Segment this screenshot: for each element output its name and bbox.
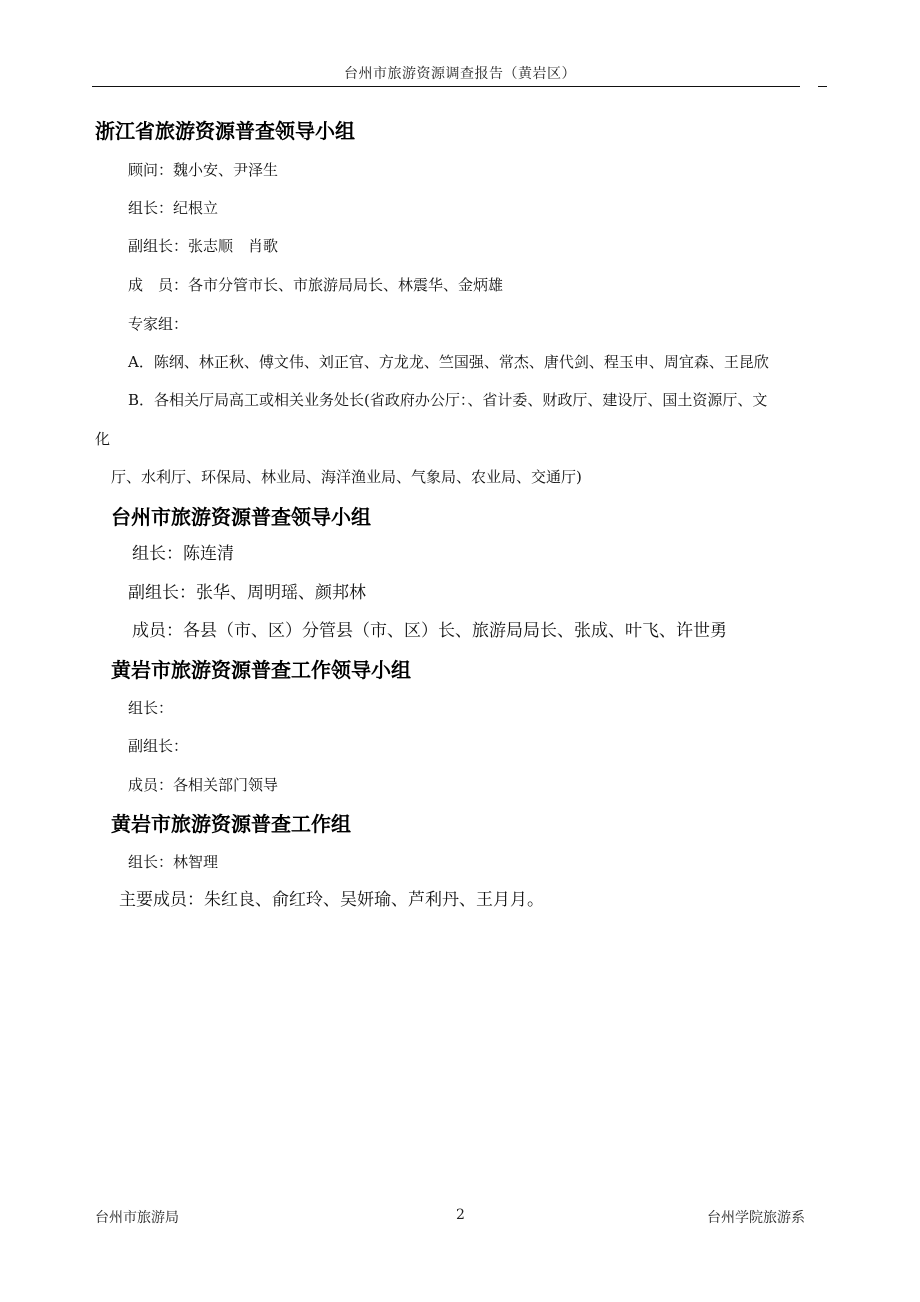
section-heading-zhejiang: 浙江省旅游资源普查领导小组: [95, 119, 355, 143]
page-header-title: 台州市旅游资源调查报告（黄岩区）: [344, 66, 576, 82]
zhejiang-expert-list-b-wrap: 化: [95, 430, 111, 448]
zhejiang-deputy-leader: 副组长：张志顺 肖歌: [128, 237, 279, 255]
taizhou-deputy-leader: 副组长：张华、周明瑶、颜邦林: [128, 583, 366, 603]
footer-page-number: 2: [456, 1207, 465, 1223]
zhejiang-expert-list-b-continued: 厅、水利厅、环保局、林业局、海洋渔业局、气象局、农业局、交通厅): [111, 468, 582, 486]
huangyan-working-members: 主要成员：朱红良、俞红玲、吴妍瑜、芦利丹、王月月。: [119, 890, 544, 910]
section-heading-huangyan-working: 黄岩市旅游资源普查工作组: [111, 812, 351, 836]
section-heading-taizhou: 台州市旅游资源普查领导小组: [111, 505, 371, 529]
zhejiang-advisors: 顾问：魏小安、尹泽生: [128, 161, 279, 179]
footer-left: 台州市旅游局: [95, 1210, 179, 1226]
huangyan-leading-deputy-leader: 副组长：: [128, 737, 189, 755]
zhejiang-expert-list-a: A．陈纲、林正秋、傅文伟、刘正官、方龙龙、竺国强、常杰、唐代剑、程玉申、周宜森、王昆欣: [128, 353, 769, 371]
zhejiang-expert-group-label: 专家组：: [128, 315, 189, 333]
header-rule: [92, 86, 800, 87]
taizhou-members: 成员：各县（市、区）分管县（市、区）长、旅游局局长、张成、叶飞、许世勇: [132, 621, 727, 641]
huangyan-leading-leader: 组长：: [128, 699, 174, 717]
section-heading-huangyan-leading: 黄岩市旅游资源普查工作领导小组: [111, 658, 411, 682]
zhejiang-members: 成 员：各市分管市长、市旅游局局长、林震华、金炳雄: [128, 276, 504, 294]
footer-right: 台州学院旅游系: [707, 1210, 805, 1226]
taizhou-leader: 组长：陈连清: [132, 544, 234, 564]
header-dash: [818, 86, 827, 87]
huangyan-leading-members: 成员：各相关部门领导: [128, 776, 279, 794]
huangyan-working-leader: 组长：林智理: [128, 853, 219, 871]
zhejiang-expert-list-b: B．各相关厅局高工或相关业务处长(省政府办公厅：、省计委、财政厅、建设厅、国土资源厅、文: [128, 391, 768, 409]
zhejiang-leader: 组长：纪根立: [128, 199, 219, 217]
